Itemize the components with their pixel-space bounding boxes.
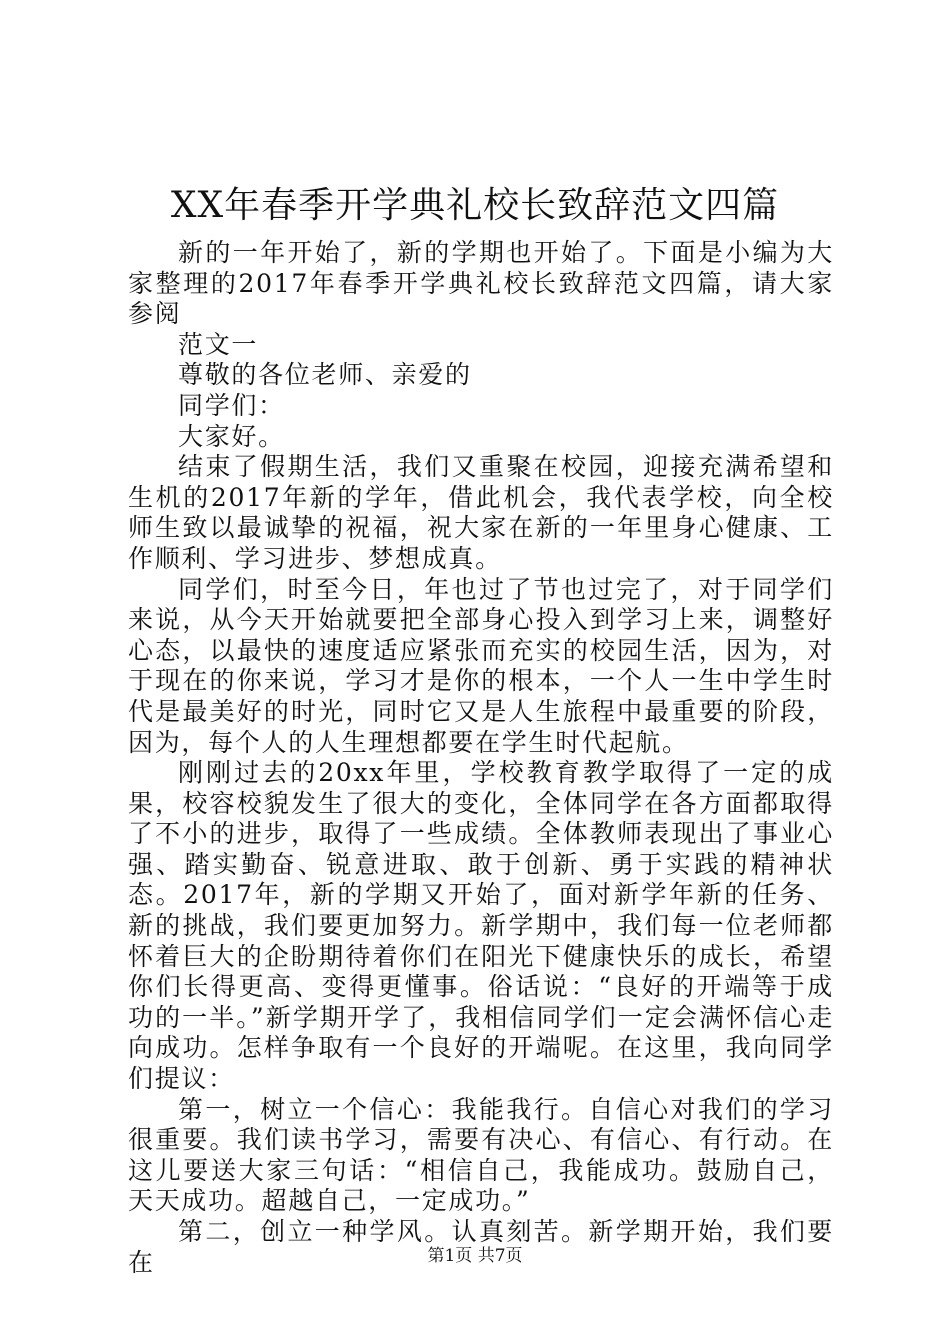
greeting-line: 大家好。 — [178, 421, 285, 451]
page-footer: 第1页 共7页 — [427, 1246, 523, 1266]
body-paragraph: 第二，创立一种学风。认真刻苦。新学期开始，我们要在 — [128, 1217, 834, 1277]
body-paragraph: 同学们，时至今日，年也过了节也过完了，对于同学们来说，从今天开始就要把全部身心投入到学习上来，调整好心态，以最快的速度适应紧张而充实的校园生活，因为，对于现在的你来说，学习才是你的根本，一个人一生中学生时代是最美好的时光，同时它又是人生旅程中最重要的阶段，因为，每个人的人生理想都要在学生时代起航。 — [128, 574, 834, 757]
salutation-line: 尊敬的各位老师、亲爱的 — [178, 360, 472, 390]
document-title: XX年春季开学典礼校长致辞范文四篇 — [170, 185, 780, 226]
body-paragraph: 第一，树立一个信心：我能我行。自信心对我们的学习很重要。我们读书学习，需要有决心、有信心、有行动。在这儿要送大家三句话：“相信自己，我能成功。鼓励自己，天天成功。超越自己，一定成功。” — [128, 1094, 834, 1216]
section-heading: 范文一 — [178, 329, 259, 359]
body-paragraph: 结束了假期生活，我们又重聚在校园，迎接充满希望和生机的2017年新的学年，借此机会，我代表学校，向全校师生致以最诚挚的祝福，祝大家在新的一年里身心健康、工作顺利、学习进步、梦想成真。 — [128, 452, 834, 573]
body-paragraph: 刚刚过去的20xx年里，学校教育教学取得了一定的成果，校容校貌发生了很大的变化，全体同学在各方面都取得了不小的进步，取得了一些成绩。全体教师表现出了事业心强、踏实勤奋、锐意进取、敢于创新、勇于实践的精神状态。2017年，新的学期又开始了，面对新学年新的任务、新的挑战，我们要更加努力。新学期中，我们每一位老师都怀着巨大的企盼期待着你们在阳光下健康快乐的成长，希望你们长得更高、变得更懂事。俗话说：“良好的开端等于成功的一半。”新学期开学了，我相信同学们一定会满怀信心走向成功。怎样争取有一个良好的开端呢。在这里，我向同学们提议： — [128, 758, 834, 1094]
intro-paragraph: 新的一年开始了，新的学期也开始了。下面是小编为大家整理的2017年春季开学典礼校长致辞范文四篇，请大家参阅 — [128, 238, 834, 329]
document-body — [128, 238, 834, 1278]
salutation-line: 同学们： — [178, 390, 285, 420]
